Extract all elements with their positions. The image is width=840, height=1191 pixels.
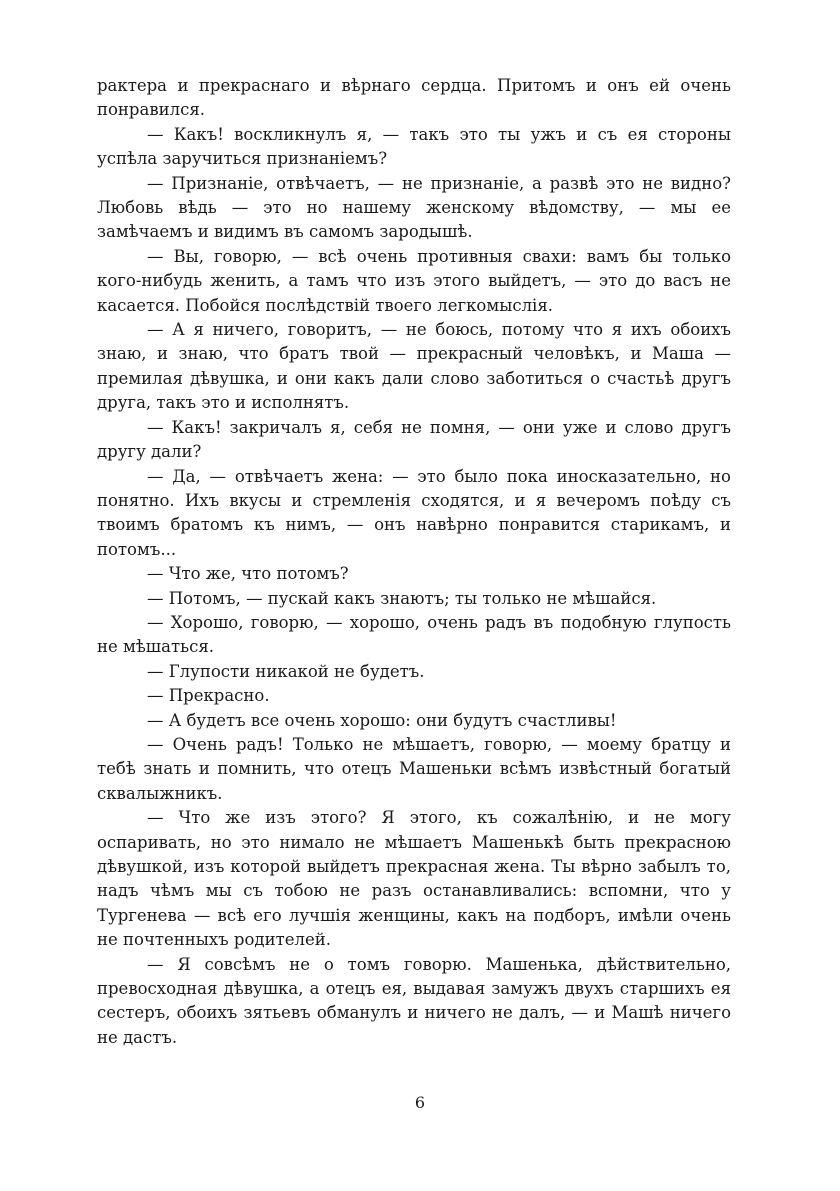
paragraph: — Прекрасно. bbox=[147, 686, 270, 706]
paragraph: — Вы, говорю, — всѣ очень противныя свахи: вамъ бы только кого-нибудь женить, а тамъ что изъ этого выйдетъ, — это до васъ не касается. Побойся послѣдствій твоего легкомыслія. bbox=[97, 246, 731, 315]
paragraph: — Какъ! закричалъ я, себя не помня, — они уже и слово другъ другу дали? bbox=[97, 417, 731, 462]
paragraph: — Потомъ, — пускай какъ знаютъ; ты только не мѣшайся. bbox=[147, 588, 657, 608]
paragraph: — Я совсѣмъ не о томъ говорю. Машенька, дѣйствительно, превосходная дѣвушка, а отецъ ея, выдавая замужъ двухъ старшихъ ея сестеръ, обоихъ зятьевъ обманулъ и ничего не далъ, — и Машѣ ничего не дастъ. bbox=[97, 954, 731, 1047]
paragraph: — Очень радъ! Только не мѣшаетъ, говорю, — моему братцу и тебѣ знать и помнить, что отецъ Машеньки всѣмъ извѣстный богатый сквалыжникъ. bbox=[97, 734, 731, 803]
paragraph: — Что же, что потомъ? bbox=[147, 564, 349, 584]
paragraph: — А будетъ все очень хорошо: они будутъ счастливы! bbox=[147, 710, 617, 730]
paragraph: — Хорошо, говорю, — хорошо, очень радъ въ подобную глупость не мѣшаться. bbox=[97, 612, 731, 657]
paragraph: рактера и прекраснаго и вѣрнаго сердца. Притомъ и онъ ей очень понравился. bbox=[97, 76, 731, 120]
paragraph: — А я ничего, говоритъ, — не боюсь, потому что я ихъ обоихъ знаю, и знаю, что братъ твой — прекрасный человѣкъ, и Маша — премилая дѣвушка, и они какъ дали слово заботиться о счастьѣ другъ друга, такъ это и исполнятъ. bbox=[97, 320, 731, 413]
page-number: 6 bbox=[414, 1093, 426, 1112]
paragraph: — Признаніе, отвѣчаетъ, — не признаніе, а развѣ это не видно? Любовь вѣдь — это но нашему женскому вѣдомству, — мы ее замѣчаемъ и видимъ въ самомъ зародышѣ. bbox=[97, 173, 731, 242]
paragraph: — Глупости никакой не будетъ. bbox=[147, 661, 425, 681]
paragraph: — Да, — отвѣчаетъ жена: — это было пока иносказательно, но понятно. Ихъ вкусы и стремленія сходятся, и я вечеромъ поѣду съ твоимъ братомъ къ нимъ, — онъ навѣрно понравится старикамъ, и потомъ... bbox=[97, 466, 731, 559]
paragraph: — Что же изъ этого? Я этого, къ сожалѣнію, и не могу оспаривать, но это нимало не мѣшаетъ Машенькѣ быть прекрасною дѣвушкой, изъ которой выйдетъ прекрасная жена. Ты вѣрно забылъ то, надъ чѣмъ мы съ тобою не разъ останавливались: вспомни, что у Тургенева — всѣ его лучшія женщины, какъ на подборъ, имѣли очень не почтенныхъ родителей. bbox=[97, 808, 731, 950]
paragraph: — Какъ! воскликнулъ я, — такъ это ты ужъ и съ ея стороны успѣла заручиться признаніемъ? bbox=[97, 124, 731, 169]
body-text bbox=[97, 74, 731, 1050]
